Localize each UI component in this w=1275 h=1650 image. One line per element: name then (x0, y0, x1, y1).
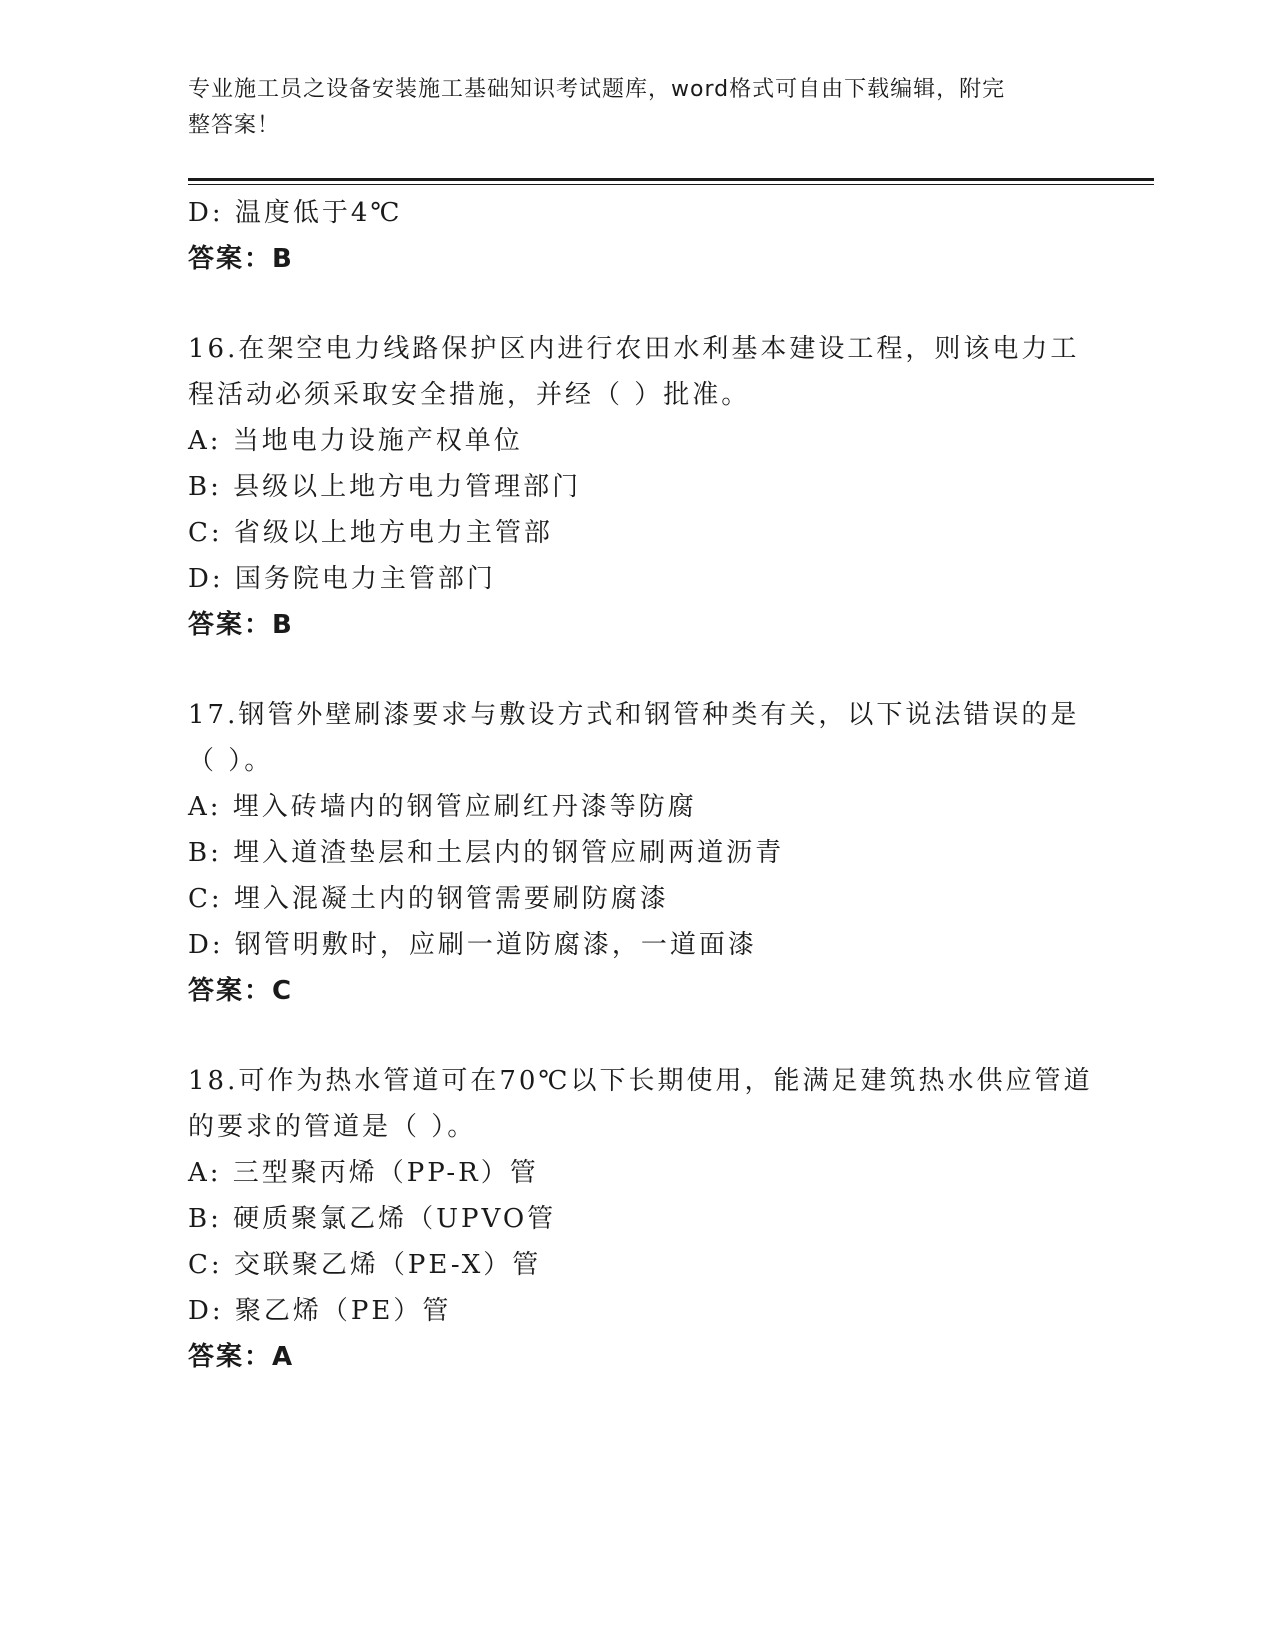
question-stem-line-1: 17.钢管外壁刷漆要求与敷设方式和钢管种类有关，以下说法错误的是 (188, 700, 1080, 730)
answer: 答案：B (188, 610, 294, 640)
option-a: A: 埋入砖墙内的钢管应刷红丹漆等防腐 (188, 792, 697, 822)
spacer (188, 282, 1088, 326)
answer: 答案：A (188, 1342, 295, 1372)
header-line-1: 专业施工员之设备安装施工基础知识考试题库，word格式可自由下载编辑，附完 (188, 77, 1006, 102)
option-b: B: 硬质聚氯乙烯（UPVO管 (188, 1204, 557, 1234)
question-stem-line-2: 的要求的管道是（ ）。 (188, 1112, 477, 1142)
question-16 (188, 326, 1088, 648)
question-stem-line-2: （ ）。 (188, 746, 274, 776)
spacer (188, 648, 1088, 692)
option-d: D: 钢管明敷时，应刷一道防腐漆，一道面漆 (188, 930, 757, 960)
previous-question-tail (188, 190, 1088, 282)
option-d: D: 聚乙烯（PE）管 (188, 1296, 452, 1326)
question-17 (188, 692, 1088, 1014)
option-d: D: 温度低于4℃ (188, 198, 403, 228)
question-stem-line-1: 18.可作为热水管道可在70℃以下长期使用，能满足建筑热水供应管道 (188, 1066, 1093, 1096)
option-b: B: 埋入道渣垫层和土层内的钢管应刷两道沥青 (188, 838, 785, 868)
question-stem-line-1: 16.在架空电力线路保护区内进行农田水利基本建设工程，则该电力工 (188, 334, 1080, 364)
answer: 答案：B (188, 244, 294, 274)
header-divider-thick (188, 178, 1154, 181)
question-content (188, 190, 1093, 1380)
option-a: A: 当地电力设施产权单位 (188, 426, 523, 456)
question-stem-line-2: 程活动必须采取安全措施，并经（ ）批准。 (188, 380, 751, 410)
answer: 答案：C (188, 976, 294, 1006)
option-c: C: 埋入混凝土内的钢管需要刷防腐漆 (188, 884, 669, 914)
option-b: B: 县级以上地方电力管理部门 (188, 472, 582, 502)
option-c: C: 省级以上地方电力主管部 (188, 518, 553, 548)
option-d: D: 国务院电力主管部门 (188, 564, 496, 594)
question-18 (188, 1058, 1093, 1380)
header-divider-thin (188, 184, 1154, 185)
header-line-2: 整答案！ (188, 113, 281, 138)
option-a: A: 三型聚丙烯（PP-R）管 (188, 1158, 539, 1188)
option-c: C: 交联聚乙烯（PE-X）管 (188, 1250, 542, 1280)
spacer (188, 1014, 1088, 1058)
document-header (188, 72, 1068, 144)
